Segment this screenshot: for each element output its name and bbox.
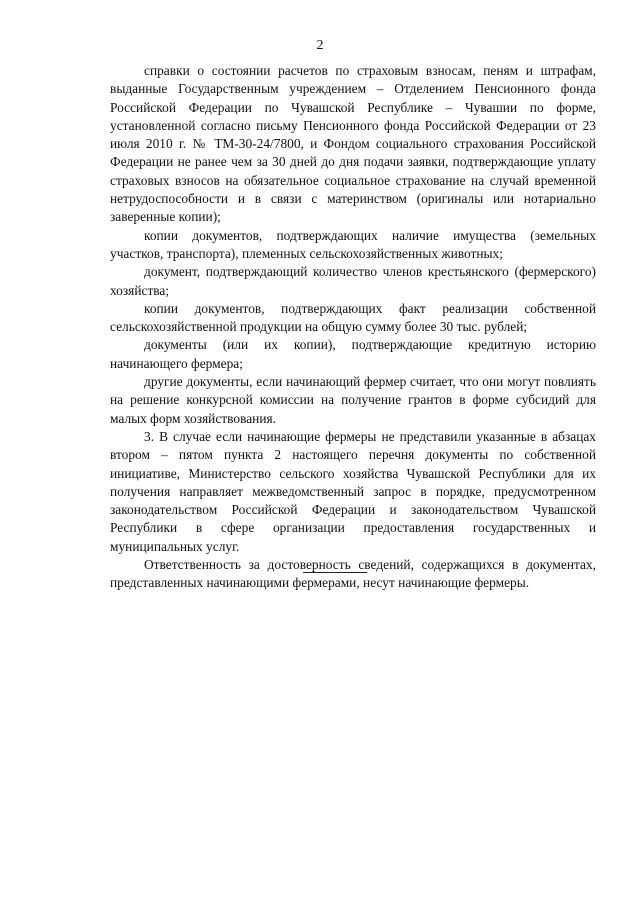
paragraph-other-documents: другие документы, если начинающий фермер считает, что они могут повлиять на решение конкурсной комиссии на получение грантов в форме субсидий для малых форм хозяйствования.: [110, 374, 596, 426]
paragraph-sales-proof: копии документов, подтверждающих факт реализации собственной сельскохозяйственной продукции на общую сумму более 30 тыс. рублей;: [110, 300, 596, 335]
paragraph-credit-history: документы (или их копии), подтверждающие кредитную историю начинающего фермера;: [110, 337, 596, 371]
paragraph-household-members: документ, подтверждающий количество членов крестьянского (фермерского) хозяйства;: [110, 264, 596, 298]
paragraph-pension-fund-certificates: справки о состоянии расчетов по страховым взносам, пеням и штрафам, выданные Государственным учреждением – Отделением Пенсионного фонда Российской Федерации по Чувашской Республике – Чувашии по форме, установленной согласно письму Пенсионного фонда Российской Федерации от 23 июля 2010 г. № ТМ-30-24/7800, и Фондом социального страхования Российской Федерации не ранее чем за 30 дней до дня подачи заявки, подтверждающие уплату страховых взносов на обязательное социальное страхование на случай временной нетрудоспособности и в связи с материнством (оригиналы или нотариально заверенные копии);: [110, 63, 596, 225]
page-number: 2: [316, 38, 324, 53]
paragraph-property-documents: копии документов, подтверждающих наличие имущества (земельных участков, транспорта), племенных сельскохозяйственных животных;: [110, 227, 596, 261]
closing-divider-line: [303, 572, 367, 573]
document-body: [110, 62, 596, 593]
paragraph-interagency-request: 3. В случае если начинающие фермеры не представили указанные в абзацах втором – пятом пункта 2 настоящего перечня документы по собственной инициативе, Министерство сельского хозяйства Чувашской Республики для их получения направляет межведомственный запрос в порядке, предусмотренном законодательством Российской Федерации и законодательством Чувашской Республики в сфере организации предоставления государственных и муниципальных услуг.: [110, 428, 596, 554]
paragraph-responsibility: Ответственность за достоверность сведений, содержащихся в документах, представленных начинающими фермерами, несут начинающие фермеры.: [110, 557, 596, 591]
